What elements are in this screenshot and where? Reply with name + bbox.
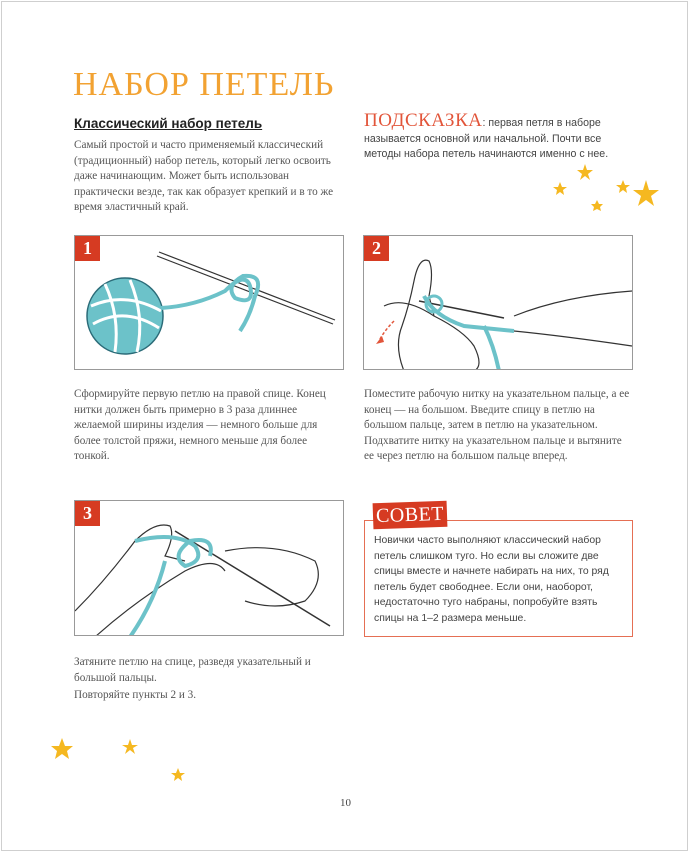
step-1-text: Сформируйте первую петлю на правой спице. Конец нитки должен быть примерно в 3 раза длиннее желаемой ширины изделия — немного больше для более толстой пряжи, немного меньше для более тонкой. xyxy=(74,388,326,463)
star-icon xyxy=(591,200,603,211)
star-icon xyxy=(553,182,567,195)
advice-text: Новички часто выполняют классический набор петель слишком туго. Но если вы сложите две спицы вместе и начнете набирать на них, то ряд петель будет свободнее. Если они, наоборот, недостаточно туго набраны, попробуйте взять спицы на 1–2 размера меньше. xyxy=(374,535,609,624)
step-1-illustration xyxy=(74,235,344,370)
hint-label: ПОДСКАЗКА xyxy=(364,110,483,131)
star-decoration-top xyxy=(545,160,665,220)
star-icon xyxy=(171,768,185,781)
hands-tighten-image xyxy=(75,501,344,636)
step-2-badge: 2 xyxy=(364,236,389,261)
star-icon xyxy=(633,180,659,206)
step-3-illustration xyxy=(74,500,344,636)
section-subtitle: Классический набор петель xyxy=(74,116,263,131)
star-icon xyxy=(616,180,630,193)
page-title: НАБОР ПЕТЕЛЬ xyxy=(73,66,335,103)
hand-loop-image xyxy=(364,236,633,370)
step-3-badge: 3 xyxy=(75,501,100,526)
page-number: 10 xyxy=(340,797,351,809)
intro-paragraph: Самый простой и часто применяемый классический (традиционный) набор петель, который легко освоить даже начинающим. Может быть использован практически везде, так как образует крепкий и в то же время эластичный край. xyxy=(74,139,334,214)
step-1-badge: 1 xyxy=(75,236,100,261)
step-2-text: Поместите рабочую нитку на указательном пальце, а ее конец — на большом. Введите спицу в петлю на большом пальце, затем в петлю на указательном. Подхватите нитку на указательном пальце и вытяните ее через петлю на большом пальце вперед. xyxy=(364,388,630,463)
step-3-repeat-text: Повторяйте пункты 2 и 3. xyxy=(74,689,197,701)
hint-block xyxy=(364,110,629,163)
star-icon xyxy=(122,739,138,754)
star-icon xyxy=(577,164,593,180)
advice-label: СОВЕТ xyxy=(373,501,448,530)
step-2-illustration xyxy=(363,235,633,370)
yarn-ball-needle-image xyxy=(75,236,344,370)
star-decoration-bottom xyxy=(48,735,198,785)
step-3-text: Затяните петлю на спице, разведя указательный и большой пальцы. xyxy=(74,656,311,684)
star-icon xyxy=(51,738,73,759)
hint-text: : первая петля в наборе называется основной или начальной. Почти все методы набора петель начинаются именно с нее. xyxy=(364,117,609,160)
